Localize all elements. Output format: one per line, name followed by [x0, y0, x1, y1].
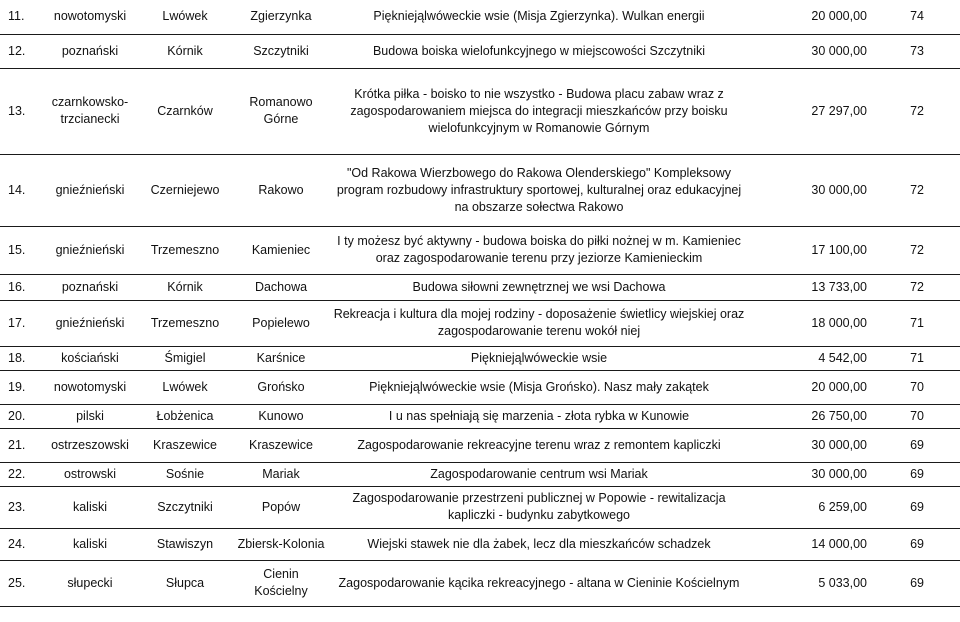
- village-cell: Kamieniec: [234, 226, 328, 274]
- table-row: [0, 528, 960, 560]
- table-row: [0, 370, 960, 404]
- amount-cell: 5 033,00: [750, 560, 873, 606]
- powiat-cell: gnieźnieński: [44, 226, 136, 274]
- gmina-cell: Trzemeszno: [136, 226, 234, 274]
- table-row: [0, 34, 960, 68]
- amount-cell: 17 100,00: [750, 226, 873, 274]
- table-row: [0, 226, 960, 274]
- powiat-cell: gnieźnieński: [44, 154, 136, 226]
- village-cell: Romanowo Górne: [234, 68, 328, 154]
- project-title-cell: Zagospodarowanie przestrzeni publicznej w Popowie - rewitalizacja kapliczki - budynku zabytkowego: [328, 486, 750, 528]
- village-cell: Cienin Kościelny: [234, 560, 328, 606]
- powiat-cell: kaliski: [44, 528, 136, 560]
- powiat-cell: poznański: [44, 34, 136, 68]
- powiat-cell: ostrowski: [44, 462, 136, 486]
- row-number: 22.: [0, 462, 44, 486]
- row-number: 23.: [0, 486, 44, 528]
- gmina-cell: Stawiszyn: [136, 528, 234, 560]
- table-row: [0, 154, 960, 226]
- village-cell: Kunowo: [234, 404, 328, 428]
- village-cell: Rakowo: [234, 154, 328, 226]
- points-cell: 69: [873, 528, 960, 560]
- amount-cell: 6 259,00: [750, 486, 873, 528]
- table-row: [0, 68, 960, 154]
- gmina-cell: Śmigiel: [136, 346, 234, 370]
- gmina-cell: Szczytniki: [136, 486, 234, 528]
- amount-cell: 26 750,00: [750, 404, 873, 428]
- row-number: 19.: [0, 370, 44, 404]
- project-title-cell: Zagospodarowanie kącika rekreacyjnego - altana w Cieninie Kościelnym: [328, 560, 750, 606]
- village-cell: Kraszewice: [234, 428, 328, 462]
- powiat-cell: czarnkowsko-trzcianecki: [44, 68, 136, 154]
- table-row: [0, 300, 960, 346]
- project-title-cell: Budowa siłowni zewnętrznej we wsi Dachowa: [328, 274, 750, 300]
- gmina-cell: Sośnie: [136, 462, 234, 486]
- project-title-cell: Zagospodarowanie centrum wsi Mariak: [328, 462, 750, 486]
- project-title-cell: I ty możesz być aktywny - budowa boiska do piłki nożnej w m. Kamieniec oraz zagospodarowanie terenu przy jeziorze Kamienieckim: [328, 226, 750, 274]
- points-cell: 72: [873, 274, 960, 300]
- village-cell: Zbiersk-Kolonia: [234, 528, 328, 560]
- points-cell: 71: [873, 346, 960, 370]
- powiat-cell: kościański: [44, 346, 136, 370]
- points-cell: 70: [873, 404, 960, 428]
- amount-cell: 20 000,00: [750, 0, 873, 34]
- points-cell: 69: [873, 428, 960, 462]
- gmina-cell: Słupca: [136, 560, 234, 606]
- project-title-cell: Zagospodarowanie rekreacyjne terenu wraz z remontem kapliczki: [328, 428, 750, 462]
- project-title-cell: Piękniejąlwóweckie wsie: [328, 346, 750, 370]
- points-cell: 74: [873, 0, 960, 34]
- project-title-cell: Rekreacja i kultura dla mojej rodziny - doposażenie świetlicy wiejskiej oraz zagospodarowanie terenu wokół niej: [328, 300, 750, 346]
- table-row: [0, 346, 960, 370]
- row-number: 18.: [0, 346, 44, 370]
- table-row: [0, 404, 960, 428]
- row-number: 20.: [0, 404, 44, 428]
- gmina-cell: Kórnik: [136, 274, 234, 300]
- powiat-cell: ostrzeszowski: [44, 428, 136, 462]
- project-title-cell: Wiejski stawek nie dla żabek, lecz dla mieszkańców schadzek: [328, 528, 750, 560]
- table-row: [0, 274, 960, 300]
- project-title-cell: Piękniejąlwóweckie wsie (Misja Zgierzynka). Wulkan energii: [328, 0, 750, 34]
- row-number: 25.: [0, 560, 44, 606]
- points-cell: 73: [873, 34, 960, 68]
- gmina-cell: Lwówek: [136, 0, 234, 34]
- gmina-cell: Lwówek: [136, 370, 234, 404]
- amount-cell: 30 000,00: [750, 462, 873, 486]
- points-cell: 69: [873, 462, 960, 486]
- row-number: 21.: [0, 428, 44, 462]
- village-cell: Karśnice: [234, 346, 328, 370]
- powiat-cell: pilski: [44, 404, 136, 428]
- points-cell: 69: [873, 486, 960, 528]
- amount-cell: 13 733,00: [750, 274, 873, 300]
- powiat-cell: kaliski: [44, 486, 136, 528]
- powiat-cell: gnieźnieński: [44, 300, 136, 346]
- points-cell: 72: [873, 154, 960, 226]
- row-number: 12.: [0, 34, 44, 68]
- points-cell: 70: [873, 370, 960, 404]
- row-number: 13.: [0, 68, 44, 154]
- village-cell: Dachowa: [234, 274, 328, 300]
- village-cell: Szczytniki: [234, 34, 328, 68]
- table-row: [0, 560, 960, 606]
- project-title-cell: "Od Rakowa Wierzbowego do Rakowa Olenderskiego" Kompleksowy program rozbudowy infrastruktury sportowej, kulturalnej oraz edukacyjnej na obszarze sołectwa Rakowo: [328, 154, 750, 226]
- amount-cell: 30 000,00: [750, 428, 873, 462]
- amount-cell: 30 000,00: [750, 34, 873, 68]
- row-number: 14.: [0, 154, 44, 226]
- amount-cell: 4 542,00: [750, 346, 873, 370]
- village-cell: Mariak: [234, 462, 328, 486]
- powiat-cell: nowotomyski: [44, 0, 136, 34]
- amount-cell: 27 297,00: [750, 68, 873, 154]
- table-row: [0, 462, 960, 486]
- amount-cell: 18 000,00: [750, 300, 873, 346]
- gmina-cell: Kórnik: [136, 34, 234, 68]
- row-number: 15.: [0, 226, 44, 274]
- row-number: 16.: [0, 274, 44, 300]
- row-number: 24.: [0, 528, 44, 560]
- amount-cell: 30 000,00: [750, 154, 873, 226]
- gmina-cell: Kraszewice: [136, 428, 234, 462]
- project-title-cell: Krótka piłka - boisko to nie wszystko - Budowa placu zabaw wraz z zagospodarowaniem miejsca do integracji mieszkańców przy boisku wielofunkcyjnym w Romanowie Górnym: [328, 68, 750, 154]
- village-cell: Popielewo: [234, 300, 328, 346]
- village-cell: Popów: [234, 486, 328, 528]
- project-title-cell: Budowa boiska wielofunkcyjnego w miejscowości Szczytniki: [328, 34, 750, 68]
- project-title-cell: I u nas spełniają się marzenia - złota rybka w Kunowie: [328, 404, 750, 428]
- powiat-cell: nowotomyski: [44, 370, 136, 404]
- points-cell: 71: [873, 300, 960, 346]
- gmina-cell: Czarnków: [136, 68, 234, 154]
- points-cell: 69: [873, 560, 960, 606]
- amount-cell: 20 000,00: [750, 370, 873, 404]
- village-cell: Zgierzynka: [234, 0, 328, 34]
- row-number: 17.: [0, 300, 44, 346]
- gmina-cell: Czerniejewo: [136, 154, 234, 226]
- row-number: 11.: [0, 0, 44, 34]
- points-cell: 72: [873, 226, 960, 274]
- powiat-cell: słupecki: [44, 560, 136, 606]
- gmina-cell: Trzemeszno: [136, 300, 234, 346]
- gmina-cell: Łobżenica: [136, 404, 234, 428]
- amount-cell: 14 000,00: [750, 528, 873, 560]
- project-title-cell: Piękniejąlwóweckie wsie (Misja Grońsko). Nasz mały zakątek: [328, 370, 750, 404]
- table-row: [0, 428, 960, 462]
- powiat-cell: poznański: [44, 274, 136, 300]
- table-row: [0, 486, 960, 528]
- village-cell: Grońsko: [234, 370, 328, 404]
- table-row: [0, 0, 960, 34]
- points-cell: 72: [873, 68, 960, 154]
